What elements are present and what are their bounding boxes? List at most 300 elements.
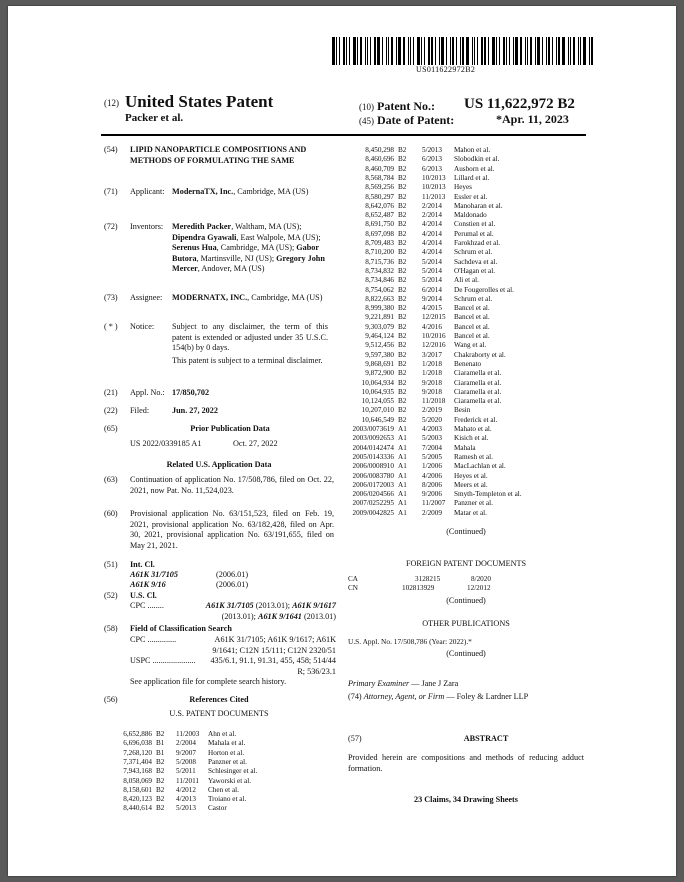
doc-date: 12/2016	[422, 341, 446, 350]
doc-number: 8,691,750	[365, 220, 394, 229]
references-heading: References Cited	[189, 695, 249, 704]
doc-kind: B2	[398, 387, 407, 396]
doc-date: 5/2013	[422, 146, 442, 154]
barcode-bar	[367, 37, 368, 65]
date-of-patent-label	[359, 113, 454, 128]
attorney-name: — Foley & Lardner LLP	[444, 692, 529, 701]
barcode-bar	[562, 37, 565, 65]
doc-date: 12/2015	[422, 313, 446, 322]
code-54: (54)	[104, 145, 118, 154]
doc-date: 4/2003	[422, 425, 442, 433]
doc-date: 5/2005	[422, 452, 442, 461]
us-docs-heading: U.S. PATENT DOCUMENTS	[169, 709, 269, 718]
doc-kind: B2	[156, 767, 165, 776]
doc-kind: B2	[156, 785, 165, 794]
doc-inventor: Heyes	[454, 183, 472, 192]
doc-date: 5/2008	[176, 757, 196, 766]
doc-inventor: Bancel et al.	[454, 304, 490, 313]
doc-date: 4/2014	[422, 239, 442, 247]
doc-number: 2006/0172003	[352, 480, 394, 489]
barcode-bar	[477, 37, 478, 65]
doc-number: 8,822,663	[365, 294, 394, 303]
abstract-heading: ABSTRACT	[463, 734, 509, 743]
doc-inventor: Panzner et al.	[454, 499, 493, 508]
abstract-text: Provided herein are compositions and methods of reducing adduct formation.	[348, 753, 584, 773]
doc-kind: B2	[398, 155, 407, 164]
barcode-bar	[492, 37, 495, 65]
doc-inventor: Heyes et al.	[454, 471, 488, 480]
doc-inventor: Ramesh et al.	[454, 452, 493, 461]
doc-date: 11/2003	[176, 730, 200, 738]
doc-number: 2006/0204566	[352, 490, 394, 499]
code-52: (52)	[104, 591, 118, 600]
doc-number: 6,696,038	[123, 739, 152, 748]
appl-no: 17/850,702	[172, 388, 210, 397]
doc-date: 5/2013	[176, 804, 196, 813]
doc-date: 11/2018	[422, 397, 446, 406]
doc-inventor: Slobodkin et al.	[454, 155, 500, 164]
doc-date: 9/2014	[422, 294, 442, 303]
doc-kind: B2	[398, 313, 407, 322]
doc-inventor: MacLachlan et al.	[454, 462, 506, 471]
doc-number: 10,207,010	[361, 406, 394, 415]
code-73: (73)	[104, 293, 118, 302]
doc-kind: B1	[156, 739, 165, 748]
barcode-bar	[488, 37, 489, 65]
barcode-bar	[439, 37, 440, 65]
barcode-bar	[370, 37, 371, 65]
patent-no-label: Patent No.:	[377, 99, 435, 113]
doc-number: 9,221,891	[365, 313, 394, 322]
doc-number: 9,303,079	[365, 322, 394, 331]
code-12: (12)	[104, 98, 119, 108]
invention-title: LIPID NANOPARTICLE COMPOSITIONS AND METHODS OF FORMULATING THE SAME	[130, 145, 307, 165]
doc-inventor: Farokhzad et al.	[454, 239, 501, 247]
barcode-bar	[417, 37, 420, 65]
inventor-short: Packer et al.	[125, 112, 184, 124]
inventors-list	[172, 222, 328, 275]
doc-inventor: Castor	[208, 804, 227, 813]
inventor-name: Meredith Packer	[172, 222, 232, 231]
doc-date: 1/2018	[422, 359, 442, 368]
provisional-text: Provisional application No. 63/151,523, filed on Feb. 19, 2021, provisional application No. 63/182,428, filed on Apr. 30, 2021, provisional application No. 63/191,655, filed on May 21, 2021.	[130, 509, 334, 550]
doc-kind: A1	[398, 471, 407, 480]
doc-date: 4/2006	[422, 471, 442, 480]
barcode-bar	[558, 37, 560, 65]
doc-kind: B2	[398, 164, 407, 173]
notice-text: Subject to any disclaimer, the term of this patent is extended or adjusted under 35 U.S.C. 154(b) by 0 days.	[172, 322, 328, 353]
filed-label: Filed:	[130, 406, 150, 415]
barcode-bar	[474, 37, 475, 65]
doc-number: 8,642,076	[365, 201, 394, 210]
doc-date: 5/2011	[176, 767, 196, 776]
doc-number: 10,064,935	[361, 387, 394, 396]
int-cl-version: (2006.01)	[216, 570, 249, 579]
doc-date: 4/2016	[422, 322, 442, 331]
attorney	[348, 692, 528, 703]
doc-number: 8,058,069	[123, 776, 152, 785]
filed-date: Jun. 27, 2022	[172, 406, 218, 415]
doc-date: 4/2014	[422, 248, 442, 257]
doc-kind: A1	[398, 490, 407, 499]
barcode-bar	[552, 37, 553, 65]
doc-number: 8,460,696	[365, 155, 394, 164]
barcode-bar	[583, 37, 586, 65]
doc-number: 8,440,614	[123, 804, 152, 813]
doc-number: 8,697,098	[365, 229, 394, 238]
barcode-bar	[580, 37, 581, 65]
doc-number: 2009/0042825	[352, 508, 394, 517]
field-uspc: 435/6.1, 91.1, 91.31, 455, 458; 514/44 R; 536/23.1	[210, 656, 336, 676]
barcode-bar	[527, 37, 528, 65]
notice-terminal-disclaimer: This patent is subject to a terminal disclaimer.	[172, 356, 323, 365]
doc-inventor: Manoharan et al.	[454, 201, 503, 210]
barcode-bar	[484, 37, 486, 65]
field-cpc-label: CPC ..............	[130, 635, 177, 644]
doc-kind: B2	[156, 804, 165, 813]
doc-inventor: Kisich et al.	[454, 434, 489, 443]
date-label: Date of Patent:	[377, 113, 455, 127]
barcode-bar	[408, 37, 409, 65]
doc-kind: B2	[398, 183, 407, 192]
doc-date: 11/2013	[422, 192, 446, 201]
doc-kind: B2	[398, 248, 407, 257]
us-cl-label: U.S. Cl.	[130, 591, 157, 600]
doc-kind: A1	[398, 452, 407, 461]
cpc-version: (2013.01);	[253, 601, 293, 610]
doc-kind: B2	[398, 173, 407, 182]
doc-date: 4/2014	[422, 220, 442, 229]
examiner-name: — Jane J Zara	[409, 679, 459, 688]
doc-kind: B2	[156, 795, 165, 804]
barcode-bar	[450, 37, 451, 65]
doc-inventor: Panzner et al.	[208, 757, 247, 766]
doc-inventor: Ciaramella et al.	[454, 397, 502, 406]
doc-inventor: Smyth-Templeton et al.	[454, 490, 522, 499]
doc-date: 9/2018	[422, 387, 442, 396]
barcode-bar	[332, 37, 335, 65]
barcode-bar	[573, 37, 575, 65]
doc-date: 12/2012	[467, 584, 491, 592]
doc-inventor: Troiano et al.	[208, 795, 247, 804]
doc-kind: B2	[398, 146, 407, 154]
barcode-bar	[388, 37, 389, 65]
document-type: United States Patent	[125, 92, 274, 111]
barcode-bar	[520, 37, 522, 65]
doc-kind: A1	[398, 462, 407, 471]
barcode-bar	[506, 37, 507, 65]
barcode-bar	[435, 37, 436, 65]
doc-kind: B2	[398, 239, 407, 247]
doc-number: 3128215	[415, 575, 441, 583]
barcode-bar	[460, 37, 461, 65]
barcode-bar	[424, 37, 425, 65]
doc-inventor: Mahala et al.	[208, 739, 246, 748]
doc-number: 8,568,784	[365, 173, 394, 182]
doc-date: 8/2006	[422, 480, 442, 489]
barcode-bar	[391, 37, 393, 65]
doc-number: 10,064,934	[361, 378, 394, 387]
doc-date: 9/2007	[176, 748, 196, 757]
doc-kind: B2	[398, 266, 407, 275]
code-22: (22)	[104, 406, 118, 415]
header-rule	[101, 134, 586, 136]
doc-inventor: Besin	[454, 406, 471, 415]
doc-inventor: Schrum et al.	[454, 248, 493, 257]
doc-inventor: Ciaramella et al.	[454, 369, 502, 378]
doc-number: 2006/0008910	[352, 462, 394, 471]
doc-date: 10/2016	[422, 332, 446, 340]
doc-number: 8,999,380	[365, 304, 394, 313]
doc-inventor: Ali et al.	[454, 276, 479, 285]
barcode-bar	[546, 37, 547, 65]
doc-inventor: Essler et al.	[454, 192, 488, 201]
inventor-name: Gregory John Mercer	[172, 253, 325, 274]
doc-date: 6/2014	[422, 285, 442, 294]
doc-number: 8,460,709	[365, 164, 394, 173]
barcode-bar	[357, 37, 358, 65]
barcode-bar	[421, 37, 422, 65]
examiner-label: Primary Examiner	[348, 679, 410, 688]
code-71: (71)	[104, 187, 118, 196]
foreign-docs-heading: FOREIGN PATENT DOCUMENTS	[405, 559, 527, 568]
barcode-bar	[410, 37, 411, 65]
field-uspc-label: USPC .....................	[130, 656, 196, 665]
barcode-bar	[530, 37, 532, 65]
doc-kind: B2	[398, 285, 407, 294]
doc-number: 7,268,120	[123, 748, 152, 757]
doc-kind: A1	[398, 508, 407, 517]
doc-number: 8,754,062	[365, 285, 394, 294]
doc-kind: A1	[398, 480, 407, 489]
barcode-bar	[589, 37, 590, 65]
other-pub-entry: U.S. Appl. No. 17/508,786 (Year: 2022).*	[348, 637, 472, 646]
cpc-version: (2013.01);	[221, 611, 258, 621]
doc-date: 11/2011	[176, 776, 200, 785]
doc-inventor: Horton et al.	[208, 748, 245, 757]
prior-pub-number: US 2022/0339185 A1	[130, 439, 202, 448]
notice-label: Notice:	[130, 322, 155, 331]
doc-date: 9/2006	[422, 490, 442, 499]
assignee	[172, 293, 328, 304]
barcode-bar	[556, 37, 557, 65]
doc-number: 2006/0083780	[352, 471, 394, 480]
barcode-bar	[535, 37, 536, 65]
doc-date: 3/2017	[422, 350, 442, 359]
doc-inventor: O'Hagan et al.	[454, 266, 496, 275]
doc-inventor: De Fougerolles et al.	[454, 285, 514, 294]
barcode-bar	[496, 37, 497, 65]
doc-number: 8,710,200	[365, 248, 394, 257]
inventor-name: Dipendra Gyawali	[172, 232, 237, 242]
doc-number: 8,734,832	[365, 266, 394, 275]
doc-number: 8,158,601	[123, 785, 152, 794]
doc-kind: B2	[398, 397, 407, 406]
doc-kind: B2	[156, 757, 165, 766]
doc-date: 2/2004	[176, 739, 196, 748]
doc-inventor: Mahon et al.	[454, 146, 491, 154]
barcode-bar	[591, 37, 593, 65]
barcode-bar	[339, 37, 340, 65]
notice-code: ( * )	[104, 322, 118, 331]
doc-kind: B2	[398, 378, 407, 387]
doc-inventor: Ausborn et al.	[454, 164, 495, 173]
code-57: (57)	[348, 734, 362, 743]
doc-number: 102813929	[402, 584, 435, 592]
doc-kind: B2	[398, 192, 407, 201]
assignee-name: MODERNATX, INC.	[172, 293, 248, 302]
doc-date: 10/2013	[422, 173, 446, 182]
inventors-label: Inventors:	[130, 222, 164, 231]
applicant-location: , Cambridge, MA (US)	[233, 187, 309, 196]
doc-date: 2/2009	[422, 508, 442, 517]
doc-inventor: Wang et al.	[454, 341, 487, 350]
barcode-bar	[441, 37, 444, 65]
doc-date: 5/2020	[422, 415, 442, 424]
doc-inventor: Meers et al.	[454, 480, 488, 489]
doc-kind: B2	[398, 406, 407, 415]
int-cl-class: A61K 31/7105	[130, 570, 178, 579]
doc-kind: A1	[398, 499, 407, 508]
barcode	[332, 37, 598, 65]
barcode-bar	[542, 37, 543, 65]
barcode-bar	[382, 37, 383, 65]
inventor-location: , Martinsville, NJ (US);	[196, 253, 275, 263]
doc-number: 8,420,123	[123, 795, 152, 804]
doc-inventor: Ahn et al.	[208, 730, 237, 738]
doc-inventor: Bancel et al.	[454, 332, 490, 340]
inventor-location: , Waltham, MA (US);	[231, 222, 302, 231]
doc-date: 4/2014	[422, 229, 442, 238]
doc-kind: B2	[156, 776, 165, 785]
doc-number: 9,464,124	[365, 332, 394, 340]
doc-inventor: Perumal et al.	[454, 229, 494, 238]
assignee-location: , Cambridge, MA (US)	[247, 293, 323, 302]
doc-date: 2/2019	[422, 406, 442, 415]
doc-inventor: Frederick et al.	[454, 415, 498, 424]
doc-date: 4/2015	[422, 304, 442, 313]
doc-number: 6,652,886	[123, 730, 152, 738]
barcode-bar	[336, 37, 337, 65]
doc-number: 2005/0143336	[352, 452, 394, 461]
barcode-bar	[452, 37, 454, 65]
barcode-bar	[462, 37, 464, 65]
barcode-bar	[396, 37, 397, 65]
inventor-location: , Cambridge, MA (US);	[216, 243, 295, 253]
doc-inventor: Chen et al.	[208, 785, 239, 794]
primary-examiner	[348, 679, 458, 690]
barcode-bar	[499, 37, 500, 65]
doc-date: 2/2014	[422, 211, 442, 220]
barcode-bar	[548, 37, 550, 65]
doc-number: 2003/0073619	[352, 425, 394, 433]
doc-number: 9,597,380	[365, 350, 394, 359]
barcode-bar	[570, 37, 571, 65]
doc-kind: B2	[156, 730, 165, 738]
applicant	[172, 187, 322, 198]
doc-date: 6/2013	[422, 155, 442, 164]
doc-inventor: Bancel et al.	[454, 322, 490, 331]
related-heading: Related U.S. Application Data	[166, 460, 272, 469]
us-cl-cpc	[176, 601, 336, 622]
publication-number: US011622972B2	[416, 65, 476, 74]
inventor-name: Serenus Hua	[172, 243, 217, 253]
code-63: (63)	[104, 475, 118, 484]
barcode-bar	[343, 37, 345, 65]
field-search-label: Field of Classification Search	[130, 624, 232, 633]
code-58: (58)	[104, 624, 118, 633]
doc-date: 5/2014	[422, 257, 442, 266]
doc-kind: B2	[398, 341, 407, 350]
doc-kind: B2	[398, 201, 407, 210]
doc-number: 7,943,168	[123, 767, 152, 776]
doc-inventor: Yaworski et al.	[208, 776, 251, 785]
barcode-bar	[349, 37, 350, 65]
doc-kind: B2	[398, 332, 407, 340]
code-72: (72)	[104, 222, 118, 231]
doc-inventor: Mahala	[454, 443, 476, 452]
barcode-bar	[377, 37, 380, 65]
int-cl-version: (2006.01)	[216, 580, 249, 589]
barcode-bar	[525, 37, 526, 65]
code-51: (51)	[104, 560, 118, 569]
doc-kind: B1	[156, 748, 165, 757]
doc-kind: B2	[398, 257, 407, 266]
inventor-location: , Andover, MA (US)	[197, 264, 265, 274]
doc-kind: B2	[398, 229, 407, 238]
doc-date: 6/2013	[422, 164, 442, 173]
doc-inventor: Mahato et al.	[454, 425, 492, 433]
barcode-bar	[374, 37, 376, 65]
other-pubs-heading: OTHER PUBLICATIONS	[422, 619, 510, 628]
barcode-bar	[472, 37, 473, 65]
doc-number: 8,569,256	[365, 183, 394, 192]
code-65: (65)	[104, 424, 118, 433]
doc-kind: B2	[398, 276, 407, 285]
doc-number: 2004/0142474	[352, 443, 394, 452]
doc-date: 5/2003	[422, 434, 442, 443]
doc-number: 9,868,691	[365, 359, 394, 368]
code-56: (56)	[104, 695, 118, 704]
inventor-location: , East Walpole, MA (US);	[236, 232, 321, 242]
doc-date: 11/2007	[422, 499, 446, 508]
doc-inventor: Lillard et al.	[454, 173, 490, 182]
country: CN	[348, 584, 358, 592]
doc-inventor: Maldonado	[454, 211, 487, 220]
continued-note: (Continued)	[446, 527, 486, 536]
doc-number: 9,872,900	[365, 369, 394, 378]
barcode-bar	[503, 37, 505, 65]
doc-date: 5/2014	[422, 266, 442, 275]
doc-date: 5/2014	[422, 276, 442, 285]
date-of-patent: *Apr. 11, 2023	[496, 112, 569, 126]
doc-number: 2007/0252295	[352, 499, 394, 508]
doc-kind: A1	[398, 443, 407, 452]
inventor-name: Gabor Butora	[172, 243, 319, 263]
doc-inventor: Schlesinger et al.	[208, 767, 258, 776]
doc-number: 8,709,483	[365, 239, 394, 247]
doc-kind: A1	[398, 434, 407, 443]
barcode-bar	[466, 37, 469, 65]
doc-date: 10/2013	[422, 183, 446, 192]
applicant-name: ModernaTX, Inc.	[172, 187, 234, 196]
doc-inventor: Benenato	[454, 359, 482, 368]
cpc-class: A61K 9/1617	[292, 601, 336, 610]
cpc-version: (2013.01)	[301, 611, 336, 621]
doc-kind: B2	[398, 304, 407, 313]
code-10: (10)	[359, 102, 374, 112]
int-cl-label: Int. Cl.	[130, 560, 155, 569]
